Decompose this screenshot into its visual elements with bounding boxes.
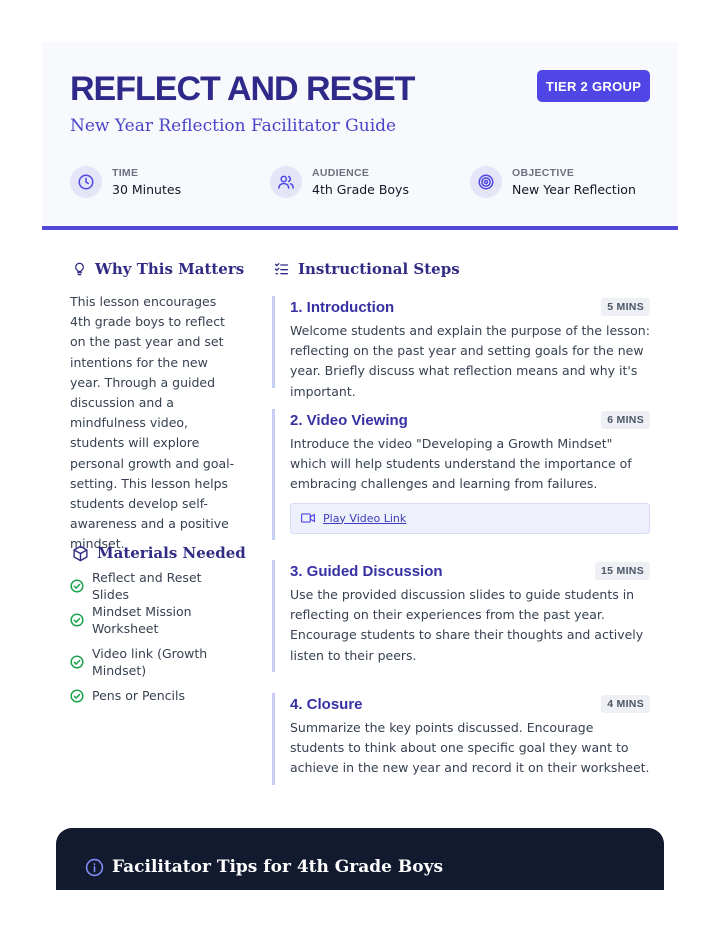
material-item: [70, 644, 240, 680]
meta-value: 4th Grade Boys: [312, 182, 409, 197]
check-circle-icon: [70, 613, 84, 627]
step-description: Introduce the video "Developing a Growth Mindset" which will help students understand the importance of embracing challenges and learning from failures.: [290, 436, 632, 492]
materials-heading-text: Materials Needed: [97, 544, 246, 562]
meta-time: [70, 166, 181, 198]
video-camera-icon: [301, 512, 315, 524]
steps-heading: [273, 260, 460, 278]
materials-list: [70, 569, 240, 706]
material-label: Pens or Pencils: [92, 688, 185, 704]
meta-objective: [470, 166, 636, 198]
meta-audience: [270, 166, 409, 198]
why-heading-text: Why This Matters: [95, 260, 245, 278]
meta-value: New Year Reflection: [512, 182, 636, 197]
target-icon: [470, 166, 502, 198]
page-subtitle: New Year Reflection Facilitator Guide: [70, 116, 397, 136]
material-item: [70, 602, 240, 638]
material-item: [70, 686, 240, 706]
step-title: 4. Closure: [290, 695, 363, 713]
step-introduction: [272, 296, 650, 399]
meta-label: OBJECTIVE: [512, 167, 575, 179]
box-icon: [72, 545, 89, 562]
checklist-icon: [273, 261, 290, 277]
info-icon: [85, 858, 104, 877]
video-link-box[interactable]: [290, 503, 650, 534]
meta-label: TIME: [112, 167, 139, 179]
step-description: Use the provided discussion slides to guide students in reflecting on their experiences from the past year. Encourage students to share their thoughts and actively listen to their peers.: [290, 587, 644, 663]
step-description: Welcome students and explain the purpose of the lesson: reflecting on the past year and setting goals for the new year. Briefly discuss what reflection means and why it's important.: [290, 323, 650, 399]
step-guided-discussion: [272, 560, 650, 672]
duration-badge: 4 MINS: [601, 695, 650, 713]
play-video-link[interactable]: Play Video Link: [323, 511, 407, 525]
duration-badge: 6 MINS: [601, 411, 650, 429]
materials-heading: [72, 544, 246, 562]
duration-badge: 5 MINS: [601, 298, 650, 316]
tips-heading: Facilitator Tips for 4th Grade Boys: [112, 857, 444, 877]
lightbulb-icon: [72, 260, 87, 278]
meta-value: 30 Minutes: [112, 182, 182, 197]
check-circle-icon: [70, 579, 84, 593]
step-video-viewing: [272, 409, 650, 540]
check-circle-icon: [70, 689, 84, 703]
step-title: 2. Video Viewing: [290, 411, 408, 429]
page-title: REFLECT AND RESET: [70, 70, 415, 108]
clock-icon: [70, 166, 102, 198]
step-description: Summarize the key points discussed. Encourage students to think about one specific goal they want to achieve in the new year and record it on their worksheet.: [290, 720, 650, 776]
material-label: Mindset Mission Worksheet: [92, 603, 192, 636]
why-text: This lesson encourages 4th grade boys to reflect on the past year and set intentions for the new year. Through a guided discussion and a mindfulness video, students will explore personal growth and goal-setting. This lesson helps students develop self-awareness and a positive mindset.: [70, 294, 235, 552]
material-label: Video link (Growth Mindset): [92, 645, 208, 678]
step-closure: [272, 693, 650, 785]
check-circle-icon: [70, 655, 84, 669]
duration-badge: 15 MINS: [595, 562, 650, 580]
steps-heading-text: Instructional Steps: [298, 260, 460, 278]
meta-label: AUDIENCE: [312, 167, 370, 179]
step-title: 3. Guided Discussion: [290, 562, 443, 580]
material-label: Reflect and Reset Slides: [92, 569, 202, 602]
users-icon: [270, 166, 302, 198]
material-item: [70, 569, 240, 602]
why-heading: [72, 260, 244, 278]
step-title: 1. Introduction: [290, 298, 395, 316]
tier-badge: TIER 2 GROUP: [537, 70, 650, 102]
lesson-header: [42, 42, 678, 230]
facilitator-tips-panel: [56, 828, 664, 890]
